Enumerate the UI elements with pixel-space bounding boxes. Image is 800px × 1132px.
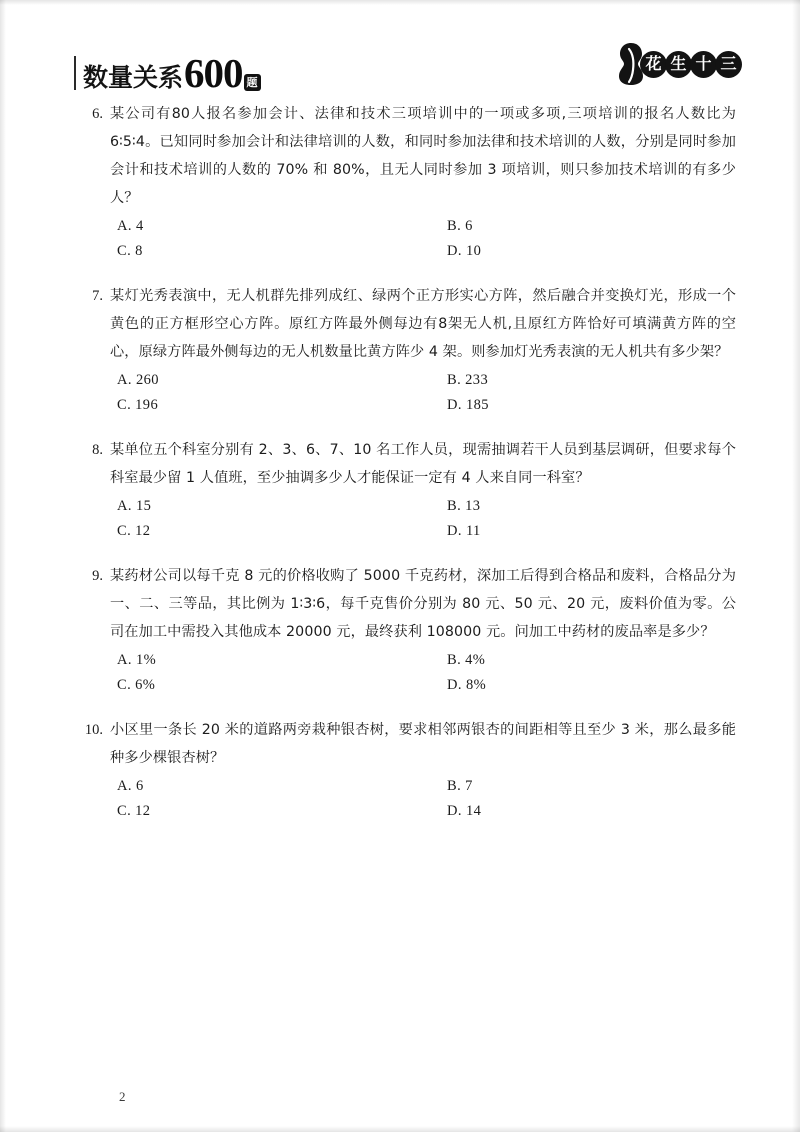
option-row: [117, 393, 736, 418]
title-rule: [74, 56, 76, 90]
option-a[interactable]: [117, 368, 447, 393]
question-item: [84, 562, 736, 698]
option-d-value: 8%: [465, 677, 487, 693]
logo-char-3: 十: [690, 51, 717, 78]
option-b-key: B.: [447, 218, 462, 234]
option-b-key: B.: [447, 498, 462, 514]
option-d[interactable]: [447, 673, 736, 698]
option-b-value: 7: [465, 778, 473, 794]
option-d[interactable]: [447, 393, 736, 418]
title-chinese: 数量关系: [83, 63, 184, 92]
scan-edge-left: [0, 0, 6, 1132]
option-a-key: A.: [117, 372, 132, 388]
title-badge: 题: [244, 74, 261, 91]
option-row: [117, 214, 736, 239]
option-a-key: A.: [117, 778, 132, 794]
option-c[interactable]: [117, 799, 447, 824]
scan-edge-bottom: [0, 1126, 800, 1132]
logo-characters: [642, 51, 742, 78]
option-b-key: B.: [447, 778, 462, 794]
title-number: 600: [184, 50, 243, 96]
option-d-value: 14: [465, 803, 482, 819]
option-c-value: 6%: [135, 677, 156, 693]
option-c-value: 8: [135, 243, 143, 259]
question-text: 某单位五个科室分别有 2、3、6、7、10 名工作人员，现需抽调若干人员到基层调研，但要求每个科室最少留 1 人值班，至少抽调多少人才能保证一定有 4 人来自同一科室？: [110, 442, 736, 486]
option-a[interactable]: [117, 494, 447, 519]
option-d-value: 10: [465, 243, 482, 259]
question-body: [84, 716, 736, 772]
option-c-value: 196: [135, 397, 159, 413]
option-row: [117, 799, 736, 824]
option-b[interactable]: [447, 648, 736, 673]
option-d-key: D.: [447, 397, 462, 413]
option-row: [117, 368, 736, 393]
page-number: 2: [119, 1089, 126, 1104]
option-b-value: 4%: [465, 652, 486, 668]
option-b[interactable]: [447, 494, 736, 519]
option-group: [84, 368, 736, 418]
logo-char-4: 三: [715, 51, 742, 78]
option-group: [84, 648, 736, 698]
option-c-key: C.: [117, 523, 132, 539]
option-b-value: 6: [465, 218, 473, 234]
question-item: [84, 100, 736, 264]
option-row: [117, 494, 736, 519]
option-c-key: C.: [117, 677, 132, 693]
question-item: [84, 436, 736, 544]
question-item: [84, 716, 736, 824]
question-number: 10.: [84, 722, 103, 738]
logo-char-2: 生: [665, 51, 692, 78]
option-d-value: 185: [465, 397, 489, 413]
question-text: 某药材公司以每千克 8 元的价格收购了 5000 千克药材，深加工后得到合格品和废料，合格品分为一、二、三等品，其比例为 1∶3∶6，每千克售价分别为 80 元、50 元、20 元，废料价值为零。公司在加工中需投入其他成本 20000 元，最终获利 108000 元。问加工中药材的废品率是多少？: [110, 568, 736, 640]
option-a-key: A.: [117, 652, 132, 668]
option-c[interactable]: [117, 239, 447, 264]
question-text: 某灯光秀表演中，无人机群先排列成红、绿两个正方形实心方阵，然后融合并变换灯光，形成一个黄色的正方框形空心方阵。原红方阵最外侧每边有8架无人机,且原红方阵恰好可填满黄方阵的空心，原绿方阵最外侧每边的无人机数量比黄方阵少 4 架。则参加灯光秀表演的无人机共有多少架？: [110, 288, 736, 360]
question-list: [84, 100, 736, 842]
option-c-value: 12: [135, 803, 151, 819]
option-d-key: D.: [447, 677, 462, 693]
option-a-value: 15: [135, 498, 152, 514]
option-b[interactable]: [447, 368, 736, 393]
option-a[interactable]: [117, 774, 447, 799]
option-b-value: 13: [465, 498, 481, 514]
question-text: 某公司有80人报名参加会计、法律和技术三项培训中的一项或多项,三项培训的报名人数比为6∶5∶4。已知同时参加会计和法律培训的人数，和同时参加法律和技术培训的人数，分别是同时参加会计和技术培训的人数的 70% 和 80%，且无人同时参加 3 项培训，则只参加技术培训的有多少人？: [110, 106, 736, 206]
option-a[interactable]: [117, 214, 447, 239]
option-a-key: A.: [117, 498, 132, 514]
publisher-logo: [616, 38, 742, 90]
option-group: [84, 774, 736, 824]
question-number: 9.: [92, 568, 103, 584]
option-group: [84, 214, 736, 264]
logo-char-1: 花: [640, 51, 667, 78]
option-d-key: D.: [447, 523, 462, 539]
option-d[interactable]: [447, 519, 736, 544]
scan-edge-top: [0, 0, 800, 5]
option-b-key: B.: [447, 652, 462, 668]
option-row: [117, 673, 736, 698]
scan-edge-right: [792, 0, 800, 1132]
question-body: [84, 562, 736, 646]
option-a-value: 4: [135, 218, 144, 234]
option-a-value: 1%: [135, 652, 157, 668]
option-row: [117, 648, 736, 673]
option-c-value: 12: [135, 523, 151, 539]
question-number: 7.: [92, 288, 103, 304]
option-c[interactable]: [117, 519, 447, 544]
option-group: [84, 494, 736, 544]
option-row: [117, 519, 736, 544]
option-b[interactable]: [447, 774, 736, 799]
option-c[interactable]: [117, 393, 447, 418]
option-a-key: A.: [117, 218, 132, 234]
page-header: [74, 36, 742, 94]
option-d-key: D.: [447, 243, 462, 259]
question-text: 小区里一条长 20 米的道路两旁栽种银杏树，要求相邻两银杏的间距相等且至少 3 米，那么最多能种多少棵银杏树？: [110, 722, 736, 766]
option-c-key: C.: [117, 803, 132, 819]
option-a-value: 260: [135, 372, 159, 388]
option-row: [117, 774, 736, 799]
option-b-key: B.: [447, 372, 462, 388]
option-d[interactable]: [447, 239, 736, 264]
option-b-value: 233: [465, 372, 489, 388]
book-title: [74, 36, 261, 94]
question-body: [84, 436, 736, 492]
option-b[interactable]: [447, 214, 736, 239]
option-d-value: 11: [465, 523, 481, 539]
option-row: [117, 239, 736, 264]
option-a[interactable]: [117, 648, 447, 673]
option-d[interactable]: [447, 799, 736, 824]
option-a-value: 6: [135, 778, 144, 794]
question-body: [84, 100, 736, 212]
question-number: 8.: [92, 442, 103, 458]
option-c-key: C.: [117, 243, 132, 259]
option-c-key: C.: [117, 397, 132, 413]
option-d-key: D.: [447, 803, 462, 819]
option-c[interactable]: [117, 673, 447, 698]
question-body: [84, 282, 736, 366]
question-item: [84, 282, 736, 418]
question-number: 6.: [92, 106, 103, 122]
